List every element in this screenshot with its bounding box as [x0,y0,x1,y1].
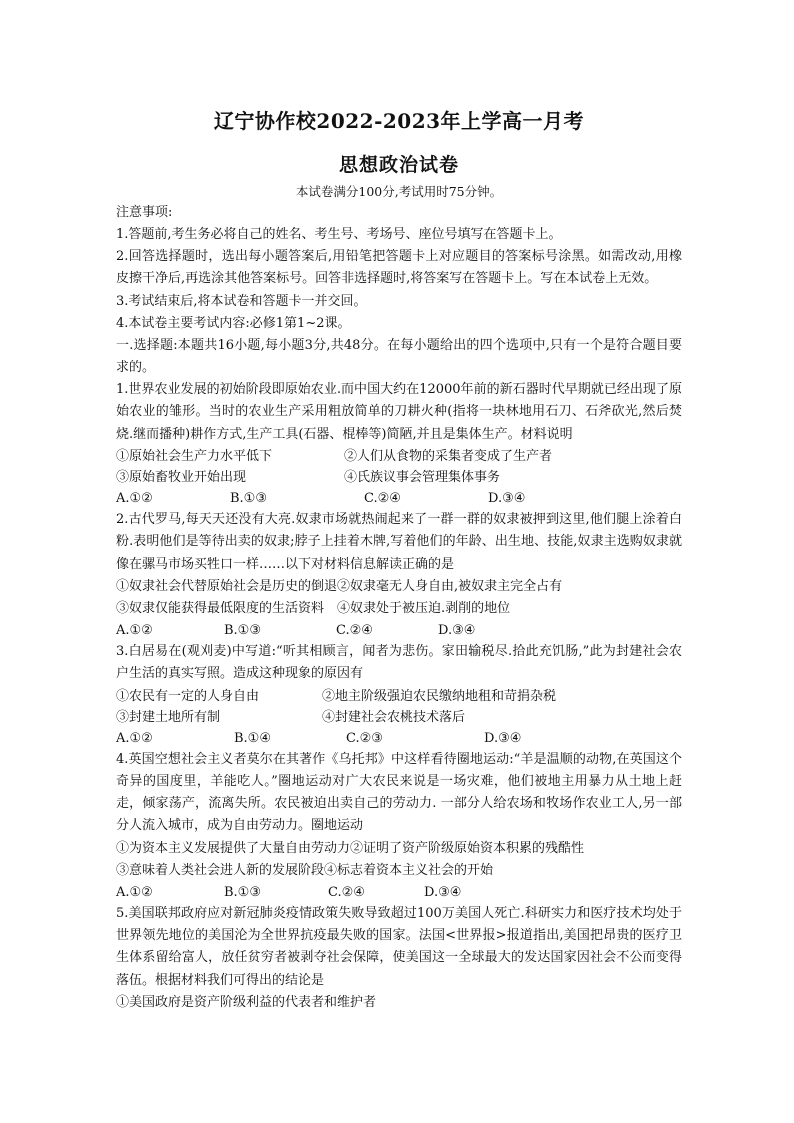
choice-b[interactable]: B.①④ [234,730,271,746]
choice-a[interactable]: A.①② [116,884,153,900]
choice-b[interactable]: B.①③ [230,491,267,507]
statement-1: ①农民有一定的人身自由 [116,688,260,704]
choice-b[interactable]: B.①③ [224,884,261,900]
note-3: 3.考试结束后,将本试卷和答题卡一并交回。 [116,293,367,309]
question-1-stem: 1.世界农业发展的初始阶段即原始农业.而中国大约在12000年前的新石器时代早期就已经出现了原始农业的雏形。当时的农业生产采用粗放简单的刀耕火种(指将一块林地用石刀、石斧砍光,然后焚烧.继而播种)耕作方式,生产工具(石器、棍棒等)简陋,并且是集体生产。材料说明 [116,382,682,442]
question-3-statements-b [116,707,682,728]
choice-d[interactable]: D.③④ [488,491,526,507]
section-heading: 一.选择题:本题共16小题,每小题3分,共48分。在每小题给出的四个选项中,只有一个是符合题目要求的。 [116,337,682,375]
note-1: 1.答题前,考生务必将自己的姓名、考生号、考场号、座位号填写在答题卡上。 [116,227,562,242]
choice-d[interactable]: D.③④ [424,884,462,900]
question-1-choices [116,488,682,509]
statement-3: ③封建土地所有制 [116,709,221,725]
statement-2: ②地主阶级强迫农民缴纳地租和苛捐杂税 [322,688,557,704]
note-4: 4.本试卷主要考试内容:必修1第1~2课。 [116,315,351,331]
note-2: 2.回答选择题时，选出每小题答案后,用铅笔把答题卡上对应题目的答案标号涂黑。如需改动,用橡皮擦干净后,再选涂其他答案标号。回答非选择题时,将答案写在答题卡上。写在本试卷上无效。 [116,249,682,287]
exam-page [116,98,682,1014]
choice-c[interactable]: C.②③ [346,730,383,746]
question-4-statements-a: ①为资本主义发展提供了大量自由劳动力②证明了资产阶级原始资本积累的残酷性 [116,840,585,856]
choice-c[interactable]: C.②④ [364,491,401,507]
choice-d[interactable]: D.③④ [438,622,476,638]
statement-3: ③原始畜牧业开始出现 [116,470,247,486]
question-4-stem: 4.英国空想社会主义者莫尔在其著作《乌托邦》中这样看待圈地运动:“羊是温顺的动物,在英国这个奇异的国度里，羊能吃人。”圈地运动对广大农民来说是一场灾难，他们被地主用暴力从土地上赶走，倾家荡产，流离失所。农民被迫出卖自己的劳动力. 一部分人给农场和牧场作农业工人,另一部分人流入城市，成为自由劳动力。圈地运动 [116,751,682,834]
choice-d[interactable]: D.③④ [484,730,522,746]
question-2-choices [116,620,682,641]
statement-4: ④封建社会农桃技术落后 [322,709,466,725]
choice-a[interactable]: A.①② [116,622,153,638]
question-3-stem: 3.白居易在(观刈麦)中写道:“听其相顾言，闻者为悲伤。家田输税尽.拾此充饥肠,”此为封建社会农户生活的真实写照。造成这种现象的原因有 [116,643,682,682]
question-4-statements-b: ③意味着人类社会进人新的发展阶段④标志着资本主义社会的开始 [116,862,494,878]
question-5-stem: 5.美国联邦政府应对新冠肺炎疫情政策失败导致超过100万美国人死亡.科研实力和医疗技术均处于世界领先地位的美国沦为全世界抗疫最失败的国家。法国<世界报>报道指出,美国把昂贵的医疗卫生体系留给富人，放任贫穷者被剥夺社会保障，使美国这一全球最大的发达国家因社会不公而变得落伍。根据材料我们可得出的结论是 [116,905,682,988]
subject-title: 思想政治试卷 [338,154,459,176]
question-3-choices [116,728,682,749]
notes-heading: 注意事项: [116,205,173,220]
statement-4: ④氏族议事会管理集体事务 [344,470,501,486]
choice-a[interactable]: A.①② [116,730,153,746]
exam-title: 辽宁协作校2022-2023年上学高一月考 [213,109,585,133]
question-2-statements-b: ③奴隶仅能获得最低限度的生活资料 ④奴隶处于被压迫.剥削的地位 [116,600,511,616]
exam-info: 本试卷满分100分,考试用时75分钟。 [295,184,503,199]
question-5-statement-1: ①美国政府是资产阶级利益的代表者和维护者 [116,994,377,1010]
choice-a[interactable]: A.①② [116,491,153,507]
statement-1: ①原始社会生产力水平低下 [116,449,273,465]
question-2-stem: 2.古代罗马,每天天还没有大亮.奴隶市场就热闹起来了一群一群的奴隶被押到这里,他们腿上涂着白粉.表明他们是等待出卖的奴隶;脖子上挂着木牌,写着他们的年龄、出生地、技能,奴隶主选购奴隶就像在骡马市场买牲口一样……以下对材料信息解读正确的是 [116,512,682,572]
question-3-statements-a [116,686,682,707]
question-1-statements-a [116,446,682,467]
question-4-choices [116,882,682,903]
choice-c[interactable]: C.②④ [328,884,365,900]
question-1-statements-b [116,467,682,488]
statement-2: ②人们从食物的采集者变成了生产者 [344,449,553,465]
choice-c[interactable]: C.②④ [336,622,373,638]
choice-b[interactable]: B.①③ [224,622,261,638]
question-2-statements-a: ①奴隶社会代替原始社会是历史的倒退②奴隶毫无人身自由,被奴隶主完全占有 [116,578,563,594]
